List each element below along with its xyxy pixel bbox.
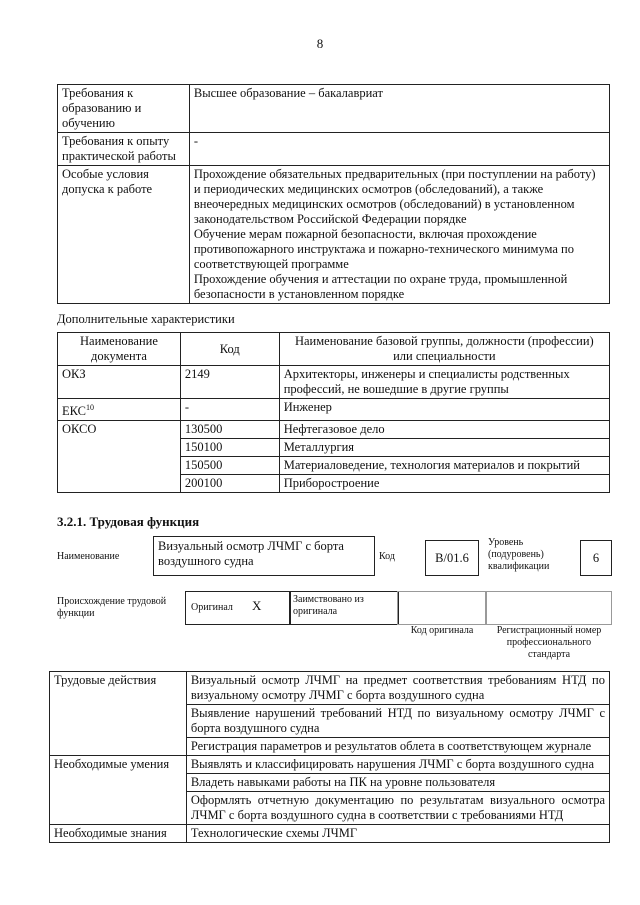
name-label: Наименование: [57, 551, 120, 562]
column-header: Наименование документа: [58, 333, 181, 366]
table-row: [58, 421, 610, 439]
name-cell: Инженер: [279, 399, 609, 421]
table-row: [58, 166, 610, 304]
table-row: [58, 85, 610, 133]
row-label: Особые условия допуска к работе: [58, 166, 190, 304]
origin-label: Происхождение трудовой функции: [57, 596, 167, 619]
column-header: Код: [180, 333, 279, 366]
row-label: Требования к опыту практической работы: [58, 133, 190, 166]
level-value: 6: [592, 551, 600, 565]
function-name-value: Визуальный осмотр ЛЧМГ с борта воздушного судна: [158, 539, 344, 568]
code-cell: 2149: [180, 366, 279, 399]
origin-cell-reg: [485, 591, 612, 625]
borrowed-label: Заимствовано из оригинала: [293, 594, 364, 617]
name-cell: Приборостроение: [279, 475, 609, 493]
code-label: Код: [379, 551, 395, 562]
section-title: 3.2.1. Трудовая функция: [57, 514, 200, 529]
row-value: Высшее образование – бакалавриат: [193, 86, 383, 100]
code-cell: 200100: [180, 475, 279, 493]
table-row: [50, 825, 610, 843]
code-cell: 150100: [180, 439, 279, 457]
code-cell: 130500: [180, 421, 279, 439]
code-cell: 150500: [180, 457, 279, 475]
table-row: [58, 133, 610, 166]
level-label: Уровень (подуровень) квалификации: [488, 537, 550, 572]
item-cell: Владеть навыками работы на ПК на уровне пользователя: [186, 774, 609, 792]
row-value: -: [193, 134, 199, 148]
doc-text: ЕКС: [62, 404, 86, 419]
level-box: [580, 540, 612, 576]
code-original-label: Код оригинала: [410, 625, 474, 636]
row-value: Прохождение обучения и аттестации по охране труда, промышленной безопасности в установленном порядке: [193, 272, 568, 301]
page-number: 8: [316, 36, 324, 51]
table-row: [58, 399, 610, 421]
name-cell: Металлургия: [279, 439, 609, 457]
item-cell: Оформлять отчетную документацию по результатам визуального осмотра ЛЧМГ с борта воздушного судна в соответствии с требованиями НТД: [186, 792, 609, 825]
item-cell: Визуальный осмотр ЛЧМГ на предмет соответствия требованиям НТД по визуальному осмотру ЛЧМГ с борта воздушного судна: [186, 672, 609, 705]
doc-cell: ОКЗ: [58, 366, 181, 399]
item-cell: Регистрация параметров и результатов облета в соответствующем журнале: [186, 738, 609, 756]
item-cell: Технологические схемы ЛЧМГ: [186, 825, 609, 843]
row-value: Обучение мерам пожарной безопасности, включая прохождение противопожарного инструктажа и пожарно-технического минимума по соответствующей программе: [193, 227, 574, 271]
additional-characteristics-title: Дополнительные характеристики: [57, 312, 235, 326]
reg-number-label: Регистрационный номер профессионального стандарта: [496, 625, 602, 660]
code-box: [425, 540, 479, 576]
labor-function-table: [49, 671, 610, 843]
table-row: [50, 756, 610, 774]
table-header-row: [58, 333, 610, 366]
characteristics-table: [57, 332, 610, 493]
footnote-mark: 10: [86, 403, 94, 412]
function-name-box: [153, 536, 375, 576]
group-label: Трудовые действия: [50, 672, 187, 756]
original-label: Оригинал: [191, 602, 233, 613]
doc-cell: [58, 399, 181, 421]
code-value: B/01.6: [435, 551, 469, 565]
name-cell: Архитекторы, инженеры и специалисты родственных профессий, не вошедшие в другие группы: [279, 366, 609, 399]
table-row: [50, 672, 610, 705]
row-value: Прохождение обязательных предварительных (при поступлении на работу) и периодических медицинских осмотров (обследований), а также внеочередных медицинских осмотров (обследований) в установленном законодательством Российской Федерации порядке: [193, 167, 596, 226]
original-mark: X: [252, 598, 262, 613]
item-cell: Выявлять и классифицировать нарушения ЛЧМГ с борта воздушного судна: [186, 756, 609, 774]
doc-cell: ОКСО: [58, 421, 181, 493]
table-row: [58, 366, 610, 399]
name-cell: Материаловедение, технология материалов и покрытий: [279, 457, 609, 475]
item-cell: Выявление нарушений требований НТД по визуальному осмотру ЛЧМГ с борта воздушного судна: [186, 705, 609, 738]
group-label: Необходимые умения: [50, 756, 187, 825]
origin-cell-code: [397, 591, 487, 625]
column-header: Наименование базовой группы, должности (профессии) или специальности: [279, 333, 609, 366]
requirements-table: [57, 84, 610, 304]
name-cell: Нефтегазовое дело: [279, 421, 609, 439]
code-cell: -: [180, 399, 279, 421]
row-label: Требования к образованию и обучению: [58, 85, 190, 133]
group-label: Необходимые знания: [50, 825, 187, 843]
